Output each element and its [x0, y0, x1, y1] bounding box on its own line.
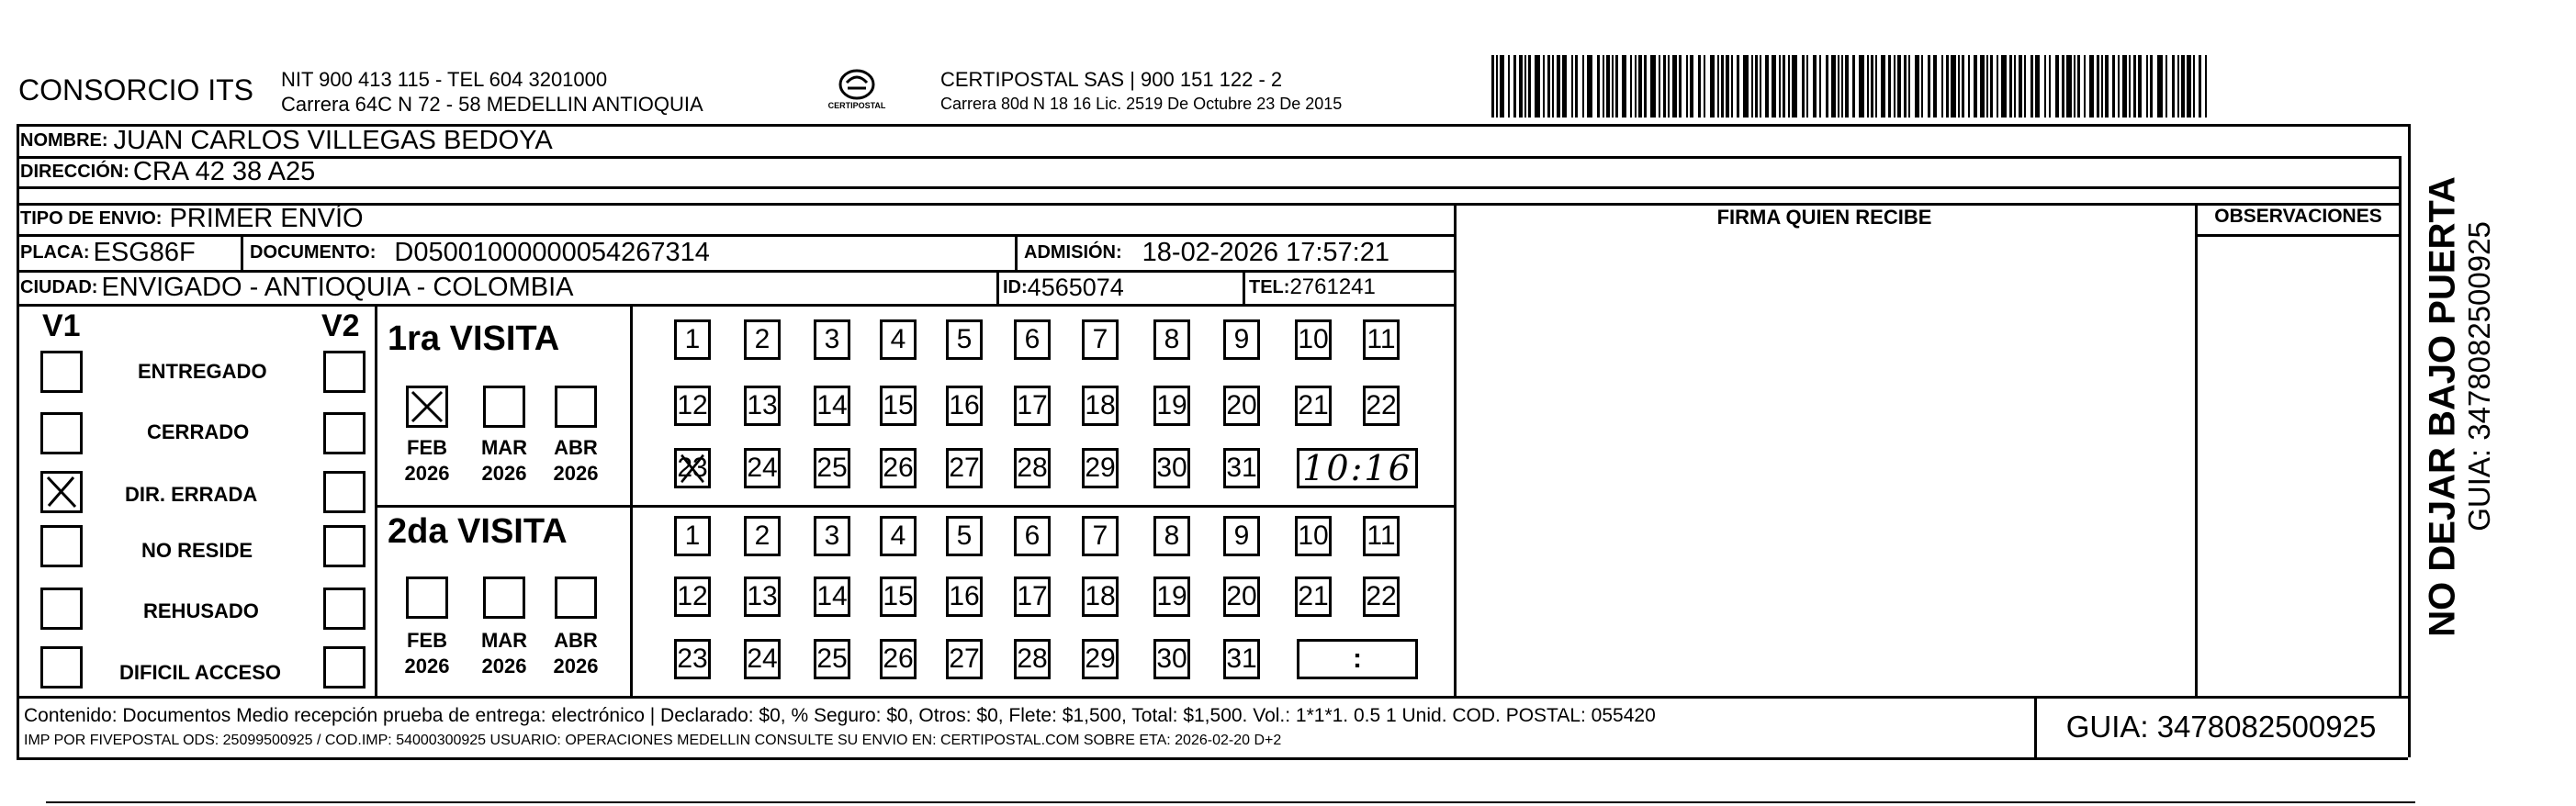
barcode-bar: [1587, 55, 1592, 118]
firma-header: FIRMA QUIEN RECIBE: [1716, 206, 1932, 229]
visit1-day-box[interactable]: 29: [1082, 448, 1119, 488]
barcode-bar: [2062, 55, 2064, 118]
barcode-bar: [1726, 55, 1729, 118]
visit2-day-box[interactable]: 17: [1014, 577, 1051, 617]
barcode-bar: [2074, 55, 2075, 118]
barcode-bar: [1737, 55, 1739, 118]
barcode-bar: [2066, 55, 2072, 118]
visit2-month-mar-checkbox[interactable]: [483, 577, 525, 619]
barcode-bar: [1528, 55, 1531, 118]
visit2-day-box[interactable]: 15: [880, 577, 917, 617]
visit2-month-abr: ABR 2026: [553, 629, 599, 677]
visit2-day-box[interactable]: 9: [1223, 516, 1260, 556]
visit2-day-box[interactable]: 20: [1223, 577, 1260, 617]
visit1-day-box[interactable]: 3: [814, 319, 850, 360]
visit1-month-feb-checkbox[interactable]: [406, 386, 448, 428]
check-x-mark-icon: [43, 474, 80, 510]
barcode-bar: [1622, 55, 1626, 118]
ciudad-label: CIUDAD:: [20, 276, 98, 297]
visit1-day-box[interactable]: 25: [814, 448, 850, 488]
visit2-day-box[interactable]: 30: [1153, 639, 1190, 679]
v1-checkbox-entregado[interactable]: [40, 351, 83, 393]
barcode-bar: [1612, 55, 1614, 118]
visit1-month-abr: ABR 2026: [553, 436, 599, 485]
barcode-bar: [1904, 55, 1907, 118]
barcode-bar: [2097, 55, 2099, 118]
barcode-bar: [1704, 55, 1705, 118]
visit1-month-feb: FEB 2026: [404, 436, 450, 485]
barcode-bar: [2009, 55, 2012, 118]
ciudad-value: ENVIGADO - ANTIOQUIA - COLOMBIA: [101, 272, 574, 302]
barcode-bar: [1543, 55, 1545, 118]
side-warning-text: NO DEJAR BAJO PUERTA: [2422, 176, 2463, 637]
barcode-bar: [1897, 55, 1901, 118]
barcode-bar: [2165, 55, 2167, 118]
visit2-title: 2da VISITA: [388, 512, 568, 551]
visit1-title: 1ra VISITA: [388, 319, 560, 358]
visit2-day-box[interactable]: 5: [946, 516, 983, 556]
visit2-month-feb-checkbox[interactable]: [406, 577, 448, 619]
status-label-cerrado: CERRADO: [147, 420, 250, 443]
barcode-bar: [2001, 55, 2007, 118]
visit1-day-box[interactable]: 27: [946, 448, 983, 488]
visit2-day-box[interactable]: 1: [674, 516, 711, 556]
visit1-day-box[interactable]: 6: [1014, 319, 1051, 360]
barcode-bar: [1663, 55, 1666, 118]
logo-text: CERTIPOSTAL: [827, 101, 886, 110]
barcode-bar: [1838, 55, 1839, 118]
visit2-day-box[interactable]: 10: [1295, 516, 1332, 556]
visit1-time-value: 10:16: [1302, 448, 1412, 488]
visit2-day-box[interactable]: 14: [814, 577, 850, 617]
visit1-day-box[interactable]: 31: [1223, 448, 1260, 488]
barcode-bar: [1921, 55, 1923, 118]
nombre-value: JUAN CARLOS VILLEGAS BEDOYA: [113, 126, 553, 155]
visit2-day-box[interactable]: 4: [880, 516, 917, 556]
barcode-bar: [1650, 55, 1656, 118]
barcode-bar: [1867, 55, 1869, 118]
barcode-bar: [1772, 55, 1776, 118]
visit1-month-mar: MAR 2026: [480, 436, 528, 485]
barcode-bar: [2138, 55, 2142, 118]
company-nit: NIT 900 413 115 - TEL 604 3201000: [281, 68, 608, 91]
visit2-day-box[interactable]: 11: [1363, 516, 1400, 556]
barcode-bar: [1698, 55, 1701, 118]
v2-checkbox-dificil-acceso[interactable]: [323, 646, 366, 688]
barcode-bar: [1958, 55, 1960, 118]
barcode-bar: [2129, 55, 2131, 118]
barcode: [1491, 55, 2219, 118]
visit1-day-box[interactable]: [674, 448, 711, 488]
barcode-bar: [1557, 55, 1560, 118]
barcode-bar: [1638, 55, 1642, 118]
tel-label: TEL:: [1249, 276, 1290, 297]
barcode-bar: [1806, 55, 1808, 118]
barcode-bar: [1668, 55, 1670, 118]
barcode-bar: [1819, 55, 1821, 118]
barcode-bar: [2122, 55, 2127, 118]
barcode-bar: [1908, 55, 1910, 118]
barcode-bar: [2024, 55, 2026, 118]
tipo-envio-label: TIPO DE ENVIO:: [20, 208, 163, 229]
barcode-bar: [1968, 55, 1970, 118]
barcode-bar: [1500, 55, 1504, 118]
carrier-address: Carrera 80d N 18 16 Lic. 2519 De Octubre 23 De 2015: [940, 95, 1343, 113]
visit2-time-box[interactable]: [1297, 639, 1418, 679]
barcode-bar: [1743, 55, 1749, 118]
visit2-day-box[interactable]: 31: [1223, 639, 1260, 679]
barcode-bar: [1813, 55, 1817, 118]
visit2-day-box[interactable]: 13: [744, 577, 781, 617]
visit1-day-box[interactable]: 10: [1295, 319, 1332, 360]
barcode-bar: [1980, 55, 1985, 118]
barcode-bar: [1513, 55, 1516, 118]
tel-value: 2761241: [1289, 274, 1376, 299]
barcode-bar: [2205, 55, 2207, 118]
barcode-bar: [1831, 55, 1836, 118]
barcode-bar: [1519, 55, 1523, 118]
barcode-bar: [1508, 55, 1510, 118]
barcode-bar: [2030, 55, 2033, 118]
v1-checkbox-cerrado[interactable]: [40, 412, 83, 454]
visit2-month-feb: FEB 2026: [404, 629, 450, 677]
placa-value: ESG86F: [93, 237, 196, 267]
v2-checkbox-dir-errada[interactable]: [323, 471, 366, 513]
barcode-bar: [2089, 55, 2094, 118]
visit2-day-box[interactable]: 2: [744, 516, 781, 556]
barcode-bar: [1845, 55, 1849, 118]
barcode-bar: [1524, 55, 1526, 118]
tipo-envio-value: PRIMER ENVÍO: [169, 204, 364, 233]
visit2-day-box[interactable]: 28: [1014, 639, 1051, 679]
documento-value: D05001000000054267314: [394, 237, 710, 267]
visit2-day-box[interactable]: 7: [1082, 516, 1119, 556]
barcode-bar: [1881, 55, 1885, 118]
barcode-bar: [1755, 55, 1758, 118]
v2-checkbox-no-reside[interactable]: [323, 525, 366, 567]
id-label: ID:: [1003, 276, 1028, 297]
barcode-bar: [1721, 55, 1724, 118]
barcode-bar: [2118, 55, 2120, 118]
visit1-day-box[interactable]: 28: [1014, 448, 1051, 488]
barcode-bar: [1717, 55, 1719, 118]
barcode-bar: [1635, 55, 1637, 118]
barcode-bar: [1547, 55, 1550, 118]
barcode-bar: [1997, 55, 1998, 118]
v1-checkbox-rehusado[interactable]: [40, 588, 83, 630]
barcode-bar: [1894, 55, 1895, 118]
barcode-bar: [1644, 55, 1647, 118]
barcode-bar: [2105, 55, 2109, 118]
visit2-day-box[interactable]: 6: [1014, 516, 1051, 556]
id-value: 4565074: [1027, 273, 1124, 301]
visit1-day-box[interactable]: 21: [1295, 386, 1332, 426]
visit1-day-box[interactable]: 19: [1153, 386, 1190, 426]
barcode-bar: [1686, 55, 1688, 118]
barcode-bar: [1826, 55, 1828, 118]
barcode-bar: [1990, 55, 1993, 118]
barcode-bar: [2187, 55, 2191, 118]
barcode-bar: [2035, 55, 2040, 118]
v2-checkbox-cerrado[interactable]: [323, 412, 366, 454]
documento-label: DOCUMENTO:: [250, 241, 377, 263]
visit2-month-abr-checkbox[interactable]: [555, 577, 597, 619]
barcode-bar: [1915, 55, 1919, 118]
barcode-bar: [1841, 55, 1843, 118]
observaciones-header: OBSERVACIONES: [2214, 206, 2382, 227]
barcode-bar: [2014, 55, 2016, 118]
visit2-day-box[interactable]: 19: [1153, 577, 1190, 617]
visit2-day-box[interactable]: 16: [946, 577, 983, 617]
barcode-bar: [1597, 55, 1600, 118]
barcode-bar: [1962, 55, 1964, 118]
visit1-day-box[interactable]: 14: [814, 386, 850, 426]
visit1-day-number: 23: [677, 453, 708, 483]
nombre-label: NOMBRE:: [20, 130, 108, 151]
barcode-bar: [2019, 55, 2022, 118]
visit2-day-box[interactable]: 21: [1295, 577, 1332, 617]
v1-checkbox-no-reside[interactable]: [40, 525, 83, 567]
visit2-day-box[interactable]: 23: [674, 639, 711, 679]
visit1-day-box[interactable]: 8: [1153, 319, 1190, 360]
barcode-bar: [1496, 55, 1498, 118]
company-address: Carrera 64C N 72 - 58 MEDELLIN ANTIOQUIA: [281, 93, 703, 116]
v1-header: V1: [42, 308, 81, 343]
barcode-bar: [1792, 55, 1797, 118]
visit1-day-box[interactable]: 4: [880, 319, 917, 360]
barcode-bar: [1875, 55, 1877, 118]
barcode-bar: [2044, 55, 2046, 118]
barcode-bar: [1888, 55, 1891, 118]
company-name: CONSORCIO ITS: [18, 73, 254, 106]
footer-imp-line: IMP POR FIVEPOSTAL ODS: 25099500925 / COD.IMP: 54000300925 USUARIO: OPERACIONES MEDELLIN CONSULTE SU ENVIO EN: CERTIPOSTAL.COM SOBRE ETA: 2026-02-20 D+2: [24, 733, 1282, 748]
visit1-day-box[interactable]: 11: [1363, 319, 1400, 360]
barcode-bar: [2101, 55, 2103, 118]
v2-checkbox-rehusado[interactable]: [323, 588, 366, 630]
barcode-bar: [1535, 55, 1540, 118]
visit1-day-box[interactable]: 9: [1223, 319, 1260, 360]
barcode-bar: [1603, 55, 1604, 118]
barcode-bar: [1552, 55, 1554, 118]
barcode-bar: [2133, 55, 2136, 118]
barcode-bar: [1928, 55, 1930, 118]
barcode-bar: [1571, 55, 1573, 118]
visit1-day-box[interactable]: 24: [744, 448, 781, 488]
status-label-entregado: ENTREGADO: [138, 360, 267, 383]
barcode-bar: [1710, 55, 1715, 118]
visit2-day-box[interactable]: 24: [744, 639, 781, 679]
visit2-day-box[interactable]: 12: [674, 577, 711, 617]
side-guia-text: GUIA: 3478082500925: [2462, 221, 2496, 532]
visit1-day-box[interactable]: 2: [744, 319, 781, 360]
barcode-bar: [2157, 55, 2163, 118]
visit1-day-box[interactable]: 15: [880, 386, 917, 426]
visit1-month-abr-checkbox[interactable]: [555, 386, 597, 428]
visit2-day-box[interactable]: 26: [880, 639, 917, 679]
barcode-bar: [1852, 55, 1855, 118]
barcode-bar: [1859, 55, 1864, 118]
admision-label: ADMISIÓN:: [1024, 241, 1122, 263]
barcode-bar: [1731, 55, 1733, 118]
visit1-day-box[interactable]: 16: [946, 386, 983, 426]
barcode-bar: [1672, 55, 1677, 118]
barcode-bar: [1659, 55, 1660, 118]
status-label-rehusado: REHUSADO: [143, 599, 259, 622]
visit1-day-box[interactable]: 20: [1223, 386, 1260, 426]
barcode-bar: [1871, 55, 1873, 118]
visit2-month-mar: MAR 2026: [480, 629, 528, 677]
barcode-bar: [1783, 55, 1785, 118]
visit1-day-box[interactable]: 13: [744, 386, 781, 426]
barcode-bar: [2055, 55, 2059, 118]
barcode-bar: [1575, 55, 1578, 118]
status-label-no-reside: NO RESIDE: [141, 539, 253, 562]
visit1-day-box[interactable]: 5: [946, 319, 983, 360]
visit2-day-box[interactable]: 8: [1153, 516, 1190, 556]
v2-checkbox-entregado[interactable]: [323, 351, 366, 393]
certipostal-logo: [817, 64, 896, 116]
status-label-dir-errada: DIR. ERRADA: [125, 483, 258, 506]
direccion-label: DIRECCIÓN:: [20, 161, 129, 182]
barcode-bar: [1941, 55, 1943, 118]
status-label-dificil-acceso: DIFICIL ACCESO: [119, 661, 282, 684]
barcode-bar: [1779, 55, 1781, 118]
barcode-bar: [2049, 55, 2051, 118]
visit1-day-box[interactable]: 30: [1153, 448, 1190, 488]
v1-checkbox-dir-errada[interactable]: [40, 471, 83, 513]
visit1-month-mar-checkbox[interactable]: [483, 386, 525, 428]
barcode-bar: [1606, 55, 1610, 118]
barcode-bar: [2172, 55, 2175, 118]
visit2-day-box[interactable]: 29: [1082, 639, 1119, 679]
check-x-mark-icon: [409, 388, 445, 425]
barcode-bar: [1615, 55, 1618, 118]
admision-value: 18-02-2026 17:57:21: [1142, 237, 1389, 267]
v1-checkbox-dificil-acceso[interactable]: [40, 646, 83, 688]
visit1-day-box[interactable]: 26: [880, 448, 917, 488]
visit2-day-box[interactable]: 3: [814, 516, 850, 556]
barcode-bar: [2146, 55, 2148, 118]
visit1-day-box[interactable]: 22: [1363, 386, 1400, 426]
barcode-bar: [1751, 55, 1753, 118]
v2-header: V2: [321, 308, 360, 343]
barcode-bar: [1951, 55, 1956, 118]
barcode-bar: [2084, 55, 2086, 118]
barcode-bar: [2199, 55, 2201, 118]
barcode-bar: [1562, 55, 1567, 118]
direccion-value: CRA 42 38 A25: [132, 156, 316, 186]
barcode-bar: [1933, 55, 1937, 118]
barcode-bar: [2077, 55, 2080, 118]
visit1-day-box[interactable]: 1: [674, 319, 711, 360]
barcode-bar: [1802, 55, 1805, 118]
barcode-bar: [1974, 55, 1977, 118]
barcode-bar: [2112, 55, 2115, 118]
visit2-day-box[interactable]: 18: [1082, 577, 1119, 617]
barcode-bar: [1690, 55, 1693, 118]
visit1-day-box[interactable]: 7: [1082, 319, 1119, 360]
visit2-day-box[interactable]: 27: [946, 639, 983, 679]
visit2-time-value: :: [1353, 644, 1362, 674]
barcode-bar: [1986, 55, 1988, 118]
visit1-day-box[interactable]: 17: [1014, 386, 1051, 426]
barcode-bar: [2150, 55, 2153, 118]
barcode-bar: [1946, 55, 1949, 118]
placa-label: PLACA:: [20, 241, 90, 263]
barcode-bar: [1765, 55, 1769, 118]
barcode-bar: [1679, 55, 1682, 118]
barcode-bar: [2177, 55, 2179, 118]
barcode-bar: [1788, 55, 1790, 118]
visit2-day-box[interactable]: 22: [1363, 577, 1400, 617]
barcode-bar: [2181, 55, 2185, 118]
visit2-day-box[interactable]: 25: [814, 639, 850, 679]
barcode-bar: [1760, 55, 1761, 118]
visit1-time-box[interactable]: [1297, 448, 1418, 488]
visit1-day-box[interactable]: 18: [1082, 386, 1119, 426]
carrier-name: CERTIPOSTAL SAS | 900 151 122 - 2: [940, 68, 1283, 91]
barcode-bar: [1630, 55, 1632, 118]
visit1-day-box[interactable]: 12: [674, 386, 711, 426]
footer-guia: GUIA: 3478082500925: [2065, 709, 2377, 744]
barcode-bar: [2193, 55, 2195, 118]
barcode-bar: [1582, 55, 1584, 118]
barcode-bar: [1491, 55, 1494, 118]
footer-contenido: Contenido: Documentos Medio recepción prueba de entrega: electrónico | Declarado: $0, % Seguro: $0, Otros: $0, Flete: $1,500, Total: $1,500. Vol.: 1*1*1. 0.5 1 Unid. COD. POSTAL: 055420: [24, 705, 1656, 726]
